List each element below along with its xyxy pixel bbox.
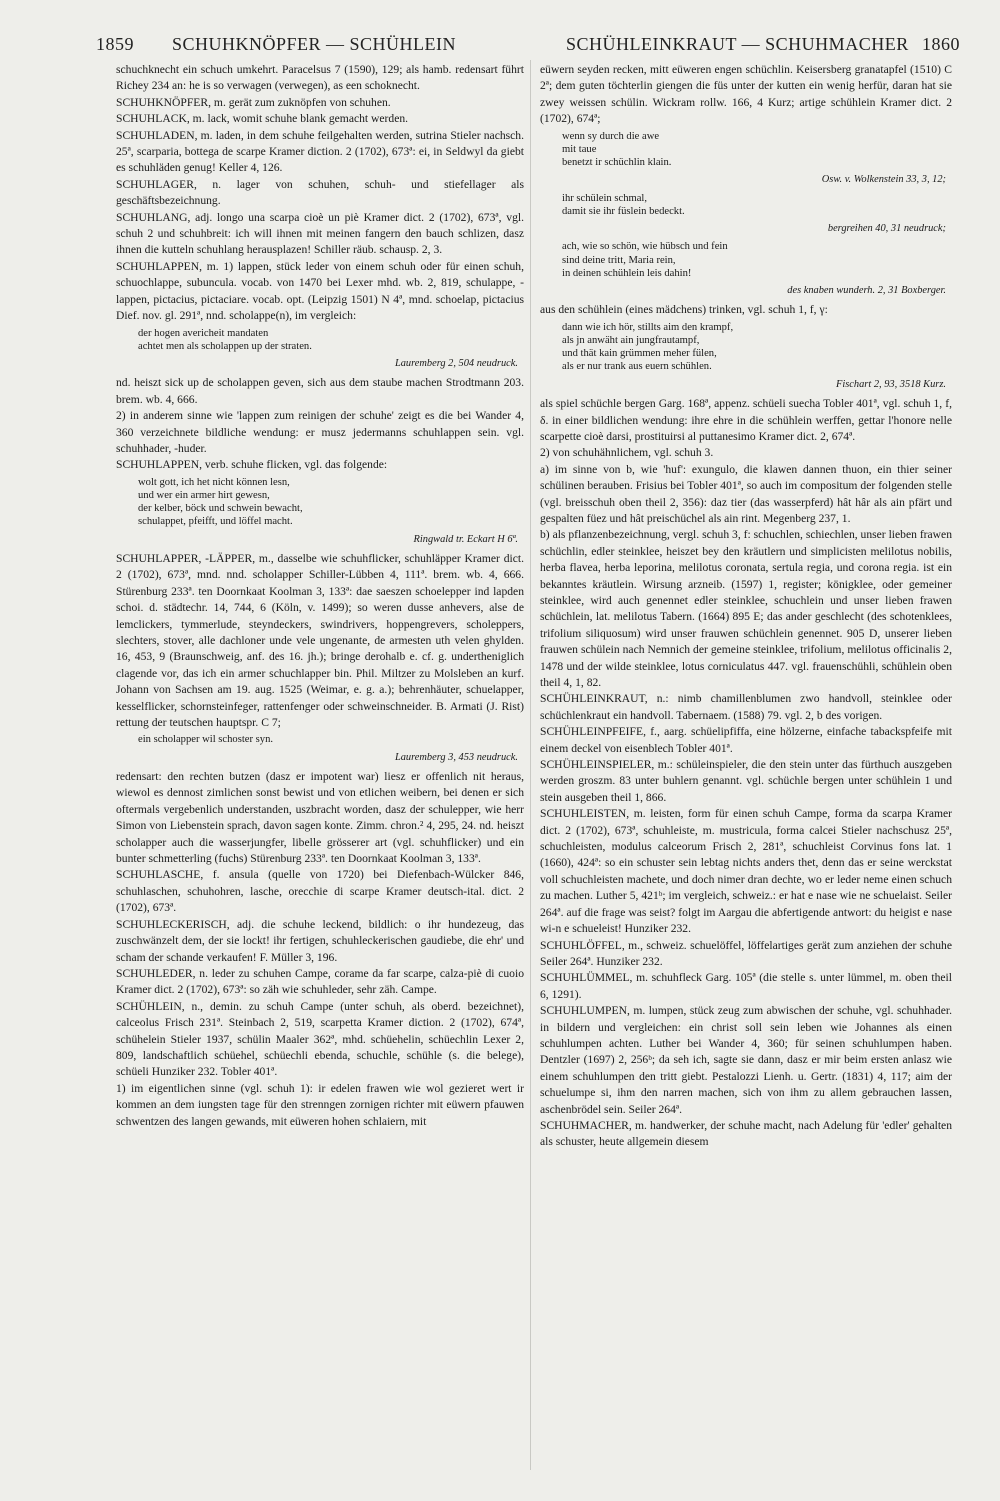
right-page-number: 1860 xyxy=(922,34,960,54)
dictionary-entry: SCHUHLADEN, m. laden, in dem schuhe feilgehalten werden, sutrina Stieler nachsch. 25ª, scarparia, bottega de scarpe Kramer diction. 2 (1702), 673ª: ei, in Seldwyl da giebt es schuhläden genug! Keller 4, 126. xyxy=(116,128,524,175)
source-citation: Lauremberg 3, 453 neudruck. xyxy=(394,751,518,763)
dictionary-entry: SCHUHLÜMMEL, m. schuhfleck Garg. 105ª (die stelle s. unter lümmel, m. oben theil 6, 1291). xyxy=(540,971,952,1001)
dictionary-entry: SCHUHLÖFFEL, m., schweiz. schuelöffel, löffelartiges gerät zum anziehen der schuhe Seiler 264ª. Hunziker 232. xyxy=(540,938,952,968)
dictionary-entry: SCHUHLECKERISCH, adj. die schuhe leckend, bildlich: o ihr hundezeug, das zuschwänzelt dem, der sie lockt! ihr fertigen, schuhleckerischen gaudiebe, die ehr' und scham der schande verkaufen! F. Müller 3, 196. xyxy=(116,917,524,964)
right-running-title: SCHÜHLEINKRAUT — SCHUHMACHER xyxy=(566,34,909,54)
dictionary-entry: SCHUHLACK, m. lack, womit schuhe blank gemacht werden. xyxy=(116,112,409,126)
left-page-number: 1859 xyxy=(96,34,134,54)
right-column xyxy=(540,62,952,1478)
dictionary-entry: redensart: den rechten butzen (dasz er impotent war) liesz er offenlich nit heraus, wiewol es dennost zimlichen sonst bewist und von etlichen weibern, bei denen er sich oftermals vergebenlich understanden, uszbracht worden, dasz der schulepper, wie herr Simon von Liebenstein sprach, davon sagen konte. Zimm. chron.² 4, 295, 24. nd. heiszt scholapper auch die wasserjungfer, libelle grösserer art (vgl. schuhflicker) und ein bunter schmetterling (fuchs) Stürenburg 233ª. ten Doornkaat Koolman 3, 133ª. xyxy=(116,770,524,866)
source-citation: Lauremberg 2, 504 neudruck. xyxy=(394,357,518,369)
source-citation: Fischart 2, 93, 3518 Kurz. xyxy=(836,378,946,390)
dictionary-entry: SCHÜHLEINSPIELER, m.: schüleinspieler, die den stein unter das fürthuch auszgeben werden groszm. 83 unter buhlern genannt. vgl. schüchle bergen unter schühlein 1 und stein ausgeben theil 1, 866. xyxy=(540,758,952,804)
quotation: ach, wie so schön, wie hübsch und fein sind deine tritt, Maria rein, in deinen schühlein leis dahin! xyxy=(562,241,728,279)
source-citation: bergreihen 40, 31 neudruck; xyxy=(827,223,946,235)
dictionary-entry: 2) von schuhähnlichem, vgl. schuh 3. xyxy=(540,446,714,460)
dictionary-entry: SCHUHKNÖPFER, m. gerät zum zuknöpfen von schuhen. xyxy=(116,95,391,109)
quotation: dann wie ich hör, stillts aim den krampf, als jn anwäht ain jungfrautampf, und thät kain grümmen meher fülen, als er nur trank aus euern schühlen. xyxy=(562,321,734,373)
dictionary-entry: SCHUHLAPPEN, m. 1) lappen, stück leder von einem schuh oder für einen schuh, schuochlappe, subuncula. vocab. von 1470 bei Lexer mhd. wb. 2, 819, schulappe, -lappen, pictacius, pictaciare. vocab. opt. (Leipzig 1501) N 4ª, mnd. schoelap, pictacius Dief. nov. gl. 291ª, nnd. scholappe(n), im vergleich: xyxy=(116,259,524,323)
source-citation: Osw. v. Wolkenstein 33, 3, 12; xyxy=(821,174,946,186)
dictionary-entry: SCHUHLEISTEN, m. leisten, form für einen schuh Campe, forma da scarpa Kramer dict. 2 (1702), 673ª, schuhleiste, m. mustricula, forma calcei Stieler nachschusz 25ª, schuchleisten, modulus calceorum Frisch 2, 281ª, schuchleist Corvinus fons lat. 1 (1660), 424ª: so ein schuster sein lebtag nichts anders thet, denn das er seine werckstat voll schuchleisten machete, und doch nimer dran dechte, wo er leder neme einen schuch zu machen. Luther 5, 421ᵇ; im vergleich, schweiz.: er hat e nase wie ne schuelaist. Seiler 264ª. auf die frage was seist? folgt im Aargau die abfertigende antwort: du heigist e nase wi-n e schueleist! Hunziker 232. xyxy=(540,807,952,936)
dictionary-entry: b) als pflanzenbezeichnung, vergl. schuh 3, f: schuchlen, schiechlen, unser lieben frawen schüchlin, edler steinklee, heiszet bey den kräutlern und simplicisten melilotus nobilis, herba flavea, herba leporina, melilotus coronata, sertula regia, und corona regia. ist ein bekanntes kräutlein. Wirsung arzneib. (1597) 1, register; königklee, oder gemeiner steinklee, wird auch genennet edler steinklee, schuchlein und unser lieben frawen schüchlein, lat. melilotus Tabern. (1664) 895 E; das ander geschlecht (des schotenklees, trifolium siliquosum) wird unser frauwen schüchlein genennet. 905 D, unserer lieben frauwen schülein nach Nemnich der gemeine steinklee, trifolium, melilotus officinalis 2, 1478 und der wilde steinklee, lotus corniculatus 447. vgl. frauenschühli, schühlein oben theil 4, 1, 82. xyxy=(540,528,952,689)
quotation: ihr schülein schmal, damit sie ihr füslein bedeckt. xyxy=(562,192,685,217)
dictionary-entry: SCHUHLANG, adj. longo una scarpa cioè un piè Kramer dict. 2 (1702), 673ª, vgl. schuh 2 und schuhbreit: ich will ihnen mit meinen fangern den bauch schlizen, dasz ihnen die kutteln schuhlang herausplazen! Schiller räub. schausp. 2, 3. xyxy=(116,210,524,257)
dictionary-entry: SCHUHLEDER, n. leder zu schuhen Campe, corame da far scarpe, calza-piè di cuoio Kramer dict. 2 (1702), 673ª: so zäh wie schuhleder, sehr zäh. Campe. xyxy=(116,966,524,997)
left-column xyxy=(116,62,524,1478)
quotation: der hogen avericheit mandaten achtet men als scholappen up der straten. xyxy=(138,327,312,352)
dictionary-entry: SCHÜHLEINPFEIFE, f., aarg. schüelipfiffa, eine hölzerne, einfache tabackspfeife mit einem deckel von eisenblech Tobler 401ª. xyxy=(540,725,952,755)
dictionary-entry: SCHUHLAGER, n. lager von schuhen, schuh- und stiefellager als geschäftsbezeichnung. xyxy=(116,177,524,208)
left-running-title: SCHUHKNÖPFER — SCHÜHLEIN xyxy=(172,34,457,54)
dictionary-entry: a) im sinne von b, wie 'huf': exungulo, die klawen dannen thuon, ein thier seiner schülinen berauben. Frisius bei Tobler 401ª, so auch im compositum der folgenden stelle (vgl. breisschuh oben theil 2, 356): daz tier (das wasserpferd) hât hâr als ain pfärt und gespalten füez und hât preischüchel als ain rint. Megenberg 237, 1. xyxy=(540,462,952,525)
dictionary-entry: als spiel schüchle bergen Garg. 168ª, appenz. schüeli suecha Tobler 401ª, vgl. schuh 1, f, δ. in einer bildlichen wendung: ihre ehre in die schühlein werffen, gettar l'honore nelle scarpette cioè darsi, prostituirsi al puttanesimo Kramer dict. 2, 674ª. xyxy=(540,397,952,443)
dictionary-entry: SCHÜHLEIN, n., demin. zu schuh Campe (unter schuh, als oberd. bezeichnet), calceolus Frisch 231ª. Steinbach 2, 519, scarpetta Kramer diction. 2 (1702), 674ª, schühelein Stieler 1937, schülin Maaler 362ª, mhd. schüehelin, schüechlin Lexer 2, 809, landschaftlich schüehel, schüechli ebenda, schuchle, schühle (s. die belege), schüeli Hunziker 232. Tobler 401ª. xyxy=(116,999,524,1079)
dictionary-entry: SCHUHLAPPEN, verb. schuhe flicken, vgl. das folgende: xyxy=(116,458,388,472)
dictionary-entry: aus den schühlein (eines mädchens) trinken, vgl. schuh 1, f, γ: xyxy=(540,303,828,317)
quotation: ein scholapper wil schoster syn. xyxy=(138,734,274,746)
page-header xyxy=(96,28,960,58)
quotation: wenn sy durch die awe mit taue benetzt ir schüchlin klain. xyxy=(562,130,672,169)
dictionary-entry: 2) in anderem sinne wie 'lappen zum reinigen der schuhe' zeigt es die bei Wander 4, 360 verzeichnete bildliche wendung: er musz jedermanns schuhlappen sein. vgl. schuhhader, -huder. xyxy=(116,409,524,455)
dictionary-entry: SCHUHMACHER, m. handwerker, der schuhe macht, nach Adelung für 'edler' gehalten als schuster, heute allgemein diesem xyxy=(540,1118,952,1149)
source-citation: des knaben wunderh. 2, 31 Boxberger. xyxy=(787,285,946,297)
dictionary-entry: nd. heiszt sick up de scholappen geven, sich aus dem staube machen Strodtmann 203. brem. wb. 4, 666. xyxy=(116,376,524,406)
dictionary-entry: SCHUHLUMPEN, m. lumpen, stück zeug zum abwischen der schuhe, vgl. schuhhader. in bildern und vergleichen: ein christ soll sein leben wie Johannes als einen schuhlumpen achten. Luther bei Wander 4, 360; für seinen schuhlumpen haben. Dentzler (1697) 2, 256ᵇ; da seh ich, sagte sie dann, dasz er mir beim ersten anlasz wie einem schuhlumpen den tritt giebt. Pestalozzi Lienh. u. Gertr. (1831) 4, 117; aim der schuelumpe si, ihm den narren machen, sich von ihm zu allem gebrauchen lassen, aschenbrödel sein. Seiler 264ª. xyxy=(540,1004,952,1116)
quotation: wolt gott, ich het nicht können lesn, und wer ein armer hirt gewesn, der kelber, böck und schwein bewacht, schulappet, pfeifft, und löffel macht. xyxy=(138,476,303,528)
dictionary-entry: SCHUHLASCHE, f. ansula (quelle von 1720) bei Diefenbach-Wülcker 846, schuhlaschen, schuhohren, lasche, orecchie di scarpe Kramer deutsch-ital. dict. 2 (1702), 673ª. xyxy=(116,868,524,915)
dictionary-entry: SCHUHLAPPER, -LÄPPER, m., dasselbe wie schuhflicker, schuhläpper Kramer dict. 2 (1702), 673ª, mnd. nnd. scholapper Schiller-Lübben 4, 111ª. brem. wb. 4, 666. Stürenburg 233ª. ten Doornkaat Koolman 3, 133ª: dae saeszen schoelepper ind lapden schoi. d. städtechr. 14, 744, 6 (Köln, v. 1499); so weren dusse anhevers, alse de lemclickers, tymmerlude, steyndeckers, swindrivers, hoppengrevers, scholeppers, slechters, stover, alle dachloner unde vele ungenante, de armesten uth velen ghylden. 16, 453, 9 (Braunschweig, anf. des 16. jh.); bringe derohalb e. cf. g. undertheniglich clagende vor, das ich ein armer schuchlapper bin. Phil. Miltzer zu Molsleben an kurf. Johann von Sachsen am 19. aug. 1525 (Weimar, e. g. a.); behrenhäuter, schuelapper, kesselflicker, schornsteinfeger, rattenfenger oder schweinschneider. B. Armati (J. Rist) rettung der teutschen hauptspr. C 7; xyxy=(116,551,524,730)
dictionary-entry: schuchknecht ein schuch umkehrt. Paracelsus 7 (1590), 129; als hamb. redensart führt Richey 234 an: he is so verwagen (verwegen), as een schoknecht. xyxy=(116,63,524,93)
source-citation: Ringwald tr. Eckart H 6ª. xyxy=(413,533,518,545)
dictionary-entry: eüwern seyden recken, mitt eüweren engen schüchlin. Keisersberg granatapfel (1510) C 2ª; dem guten töchterlin giengen die füs unter der kutten ein wenig herfür, daran hat sie zwey weissen schülin. Wickram rollw. 166, 4 Kurz; artige schühlein Kramer dict. 2 (1702), 674ª; xyxy=(540,63,952,126)
column-divider xyxy=(530,60,531,1470)
dictionary-entry: 1) im eigentlichen sinne (vgl. schuh 1): ir edelen frawen wie wol gezieret wert ir kommen an dem iungsten tage für den strenngen zornigen richter mit eüwern pfauwen schwentzen des langen gewands, mit eüweren hohen schlaiern, mit xyxy=(116,1081,524,1128)
dictionary-entry: SCHÜHLEINKRAUT, n.: nimb chamillenblumen zwo handvoll, steinklee oder schüchlenkraut ein handvoll. Tabernaem. (1588) 79. vgl. 2, b des vorigen. xyxy=(540,692,952,722)
